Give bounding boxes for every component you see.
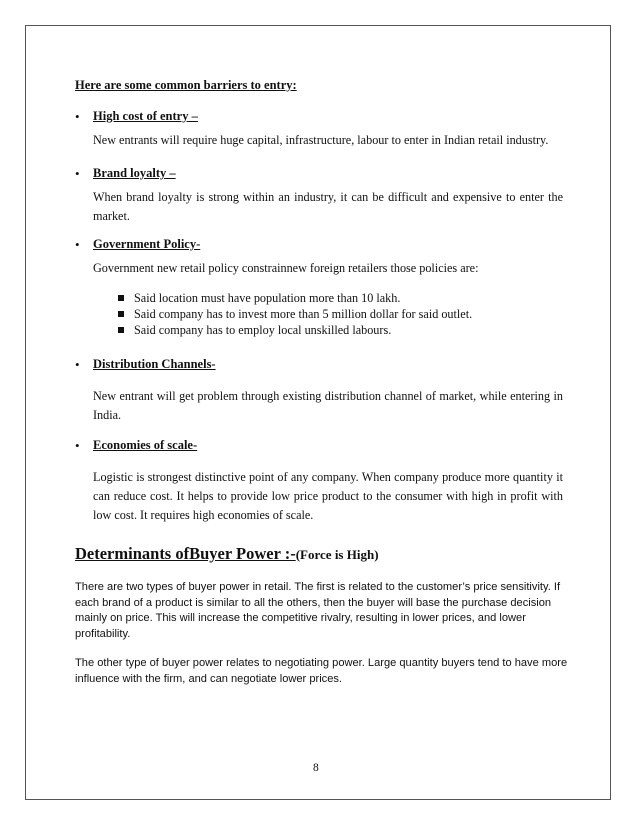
bullet-dot: • (75, 357, 80, 372)
bullet-title-brand-loyalty: Brand loyalty – (93, 166, 176, 180)
bullet-text-distribution-channels: New entrant will get problem through existing distribution channel of market, while entering in India. (93, 389, 563, 422)
section-heading: Determinants ofBuyer Power :-(Force is High) (75, 544, 379, 563)
list-item: Said location must have population more than 10 lakh. (118, 290, 400, 306)
bullet-title-distribution-channels: Distribution Channels- (93, 357, 216, 371)
square-bullet-icon (118, 327, 124, 333)
bullet-dot: • (75, 438, 80, 453)
bullet-text-high-cost: New entrants will require huge capital, infrastructure, labour to enter in Indian retail industry. (93, 133, 549, 147)
bullet-text-economies-of-scale: Logistic is strongest distinctive point of any company. When company produce more quantity it can reduce cost. It helps to provide low price product to the consumer with high in profit with low cost. It requires high economies of scale. (93, 470, 563, 522)
section-paragraph-2: The other type of buyer power relates to negotiating power. Large quantity buyers tend to have more influence with the firm, and can negotiate lower prices. (75, 657, 568, 685)
square-bullet-icon (118, 311, 124, 317)
bullet-title-government-policy: Government Policy- (93, 237, 201, 251)
bullet-dot: • (75, 109, 80, 124)
section-paragraph-1: There are two types of buyer power in retail. The first is related to the customer’s price sensitivity. If each brand of a product is similar to all the others, then the buyer will base the purchase decision mainly on price. This will increase the competitive rivalry, resulting in lower prices, and lower profitability. (75, 581, 561, 640)
bullet-text-brand-loyalty: When brand loyalty is strong within an industry, it can be difficult and expensive to enter the market. (93, 190, 563, 223)
bullet-title-high-cost: High cost of entry – (93, 109, 198, 123)
intro-heading: Here are some common barriers to entry: (75, 78, 297, 92)
bullet-dot: • (75, 237, 80, 252)
list-item: Said company has to employ local unskilled labours. (118, 322, 391, 338)
bullet-text-government-policy: Government new retail policy constrainnew foreign retailers those policies are: (93, 261, 479, 275)
square-bullet-icon (118, 295, 124, 301)
page-number: 8 (313, 762, 319, 774)
bullet-dot: • (75, 166, 80, 181)
bullet-title-economies-of-scale: Economies of scale- (93, 438, 198, 452)
list-item: Said company has to invest more than 5 million dollar for said outlet. (118, 306, 472, 322)
